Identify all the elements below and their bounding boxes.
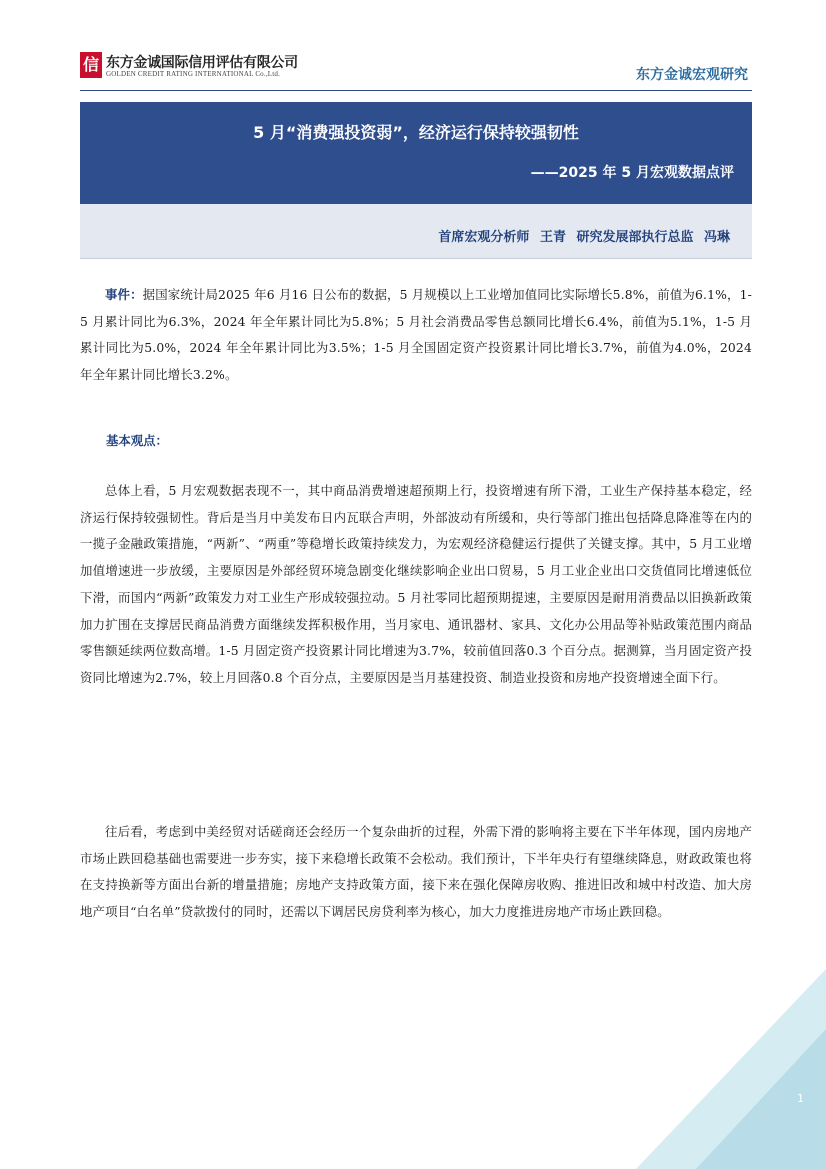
viewpoint-paragraph-2: 往后看，考虑到中美经贸对话磋商还会经历一个复杂曲折的过程，外需下滑的影响将主要在下半年体现，国内房地产市场止跌回稳基础也需要进一步夯实，接下来稳增长政策不会松动。我们预计，下半年央行有望继续降息，财政政策也将在支持换新等方面出台新的增量措施；房地产支持政策方面，接下来在强化保障房收购、推进旧改和城中村改造、加大房地产项目“白名单”贷款拨付的同时，还需以下调居民房贷利率为核心，加大力度推进房地产市场止跌回稳。	[80, 824, 752, 920]
header-divider	[80, 90, 752, 91]
company-name-cn: 东方金诚国际信用评估有限公司	[106, 55, 298, 71]
author-line: 首席宏观分析师 王青 研究发展部执行总监 冯琳	[438, 230, 730, 245]
report-subtitle: ——2025 年 5 月宏观数据点评	[530, 165, 734, 181]
event-paragraph	[80, 282, 752, 389]
corner-decoration	[636, 969, 826, 1169]
report-title: 5 月“消费强投资弱”，经济运行保持较强韧性	[253, 123, 579, 142]
event-label: 事件：	[105, 287, 143, 302]
author-banner	[80, 204, 752, 259]
event-text: 据国家统计局2025 年6 月16 日公布的数据，5 月规模以上工业增加值同比实际增长5.8%，前值为6.1%，1-5 月累计同比为6.3%，2024 年全年累计同比为5.8%；5 月社会消费品零售总额同比增长6.4%，前值为5.1%，1-5 月累计同比为5.0%，2024 年全年累计同比为3.5%；1-5 月全国固定资产投资累计同比增长3.7%，前值为4.0%，2024 年全年累计同比增长3.2%。	[80, 287, 752, 383]
title-banner	[80, 102, 752, 204]
company-logo-icon: 信	[80, 52, 102, 78]
series-label: 东方金诚宏观研究	[636, 67, 748, 83]
page-number: 1	[797, 1092, 804, 1105]
company-name-en: GOLDEN CREDIT RATING INTERNATIONAL Co.,Ltd.	[106, 70, 281, 78]
viewpoint-paragraph-1: 总体上看，5 月宏观数据表现不一，其中商品消费增速超预期上行，投资增速有所下滑，工业生产保持基本稳定，经济运行保持较强韧性。背后是当月中美发布日内瓦联合声明，外部波动有所缓和，央行等部门推出包括降息降准等在内的一揽子金融政策措施，“两新”、“两重”等稳增长政策持续发力，为宏观经济稳健运行提供了关键支撑。其中，5 月工业增加值增速进一步放缓，主要原因是外部经贸环境急剧变化继续影响企业出口贸易，5 月工业企业出口交货值同比增速低位下滑，而国内“两新”政策发力对工业生产形成较强拉动。5 月社零同比超预期提速，主要原因是耐用消费品以旧换新政策加力扩围在支撑居民商品消费方面继续发挥积极作用，当月家电、通讯器材、家具、文化办公用品等补贴政策范围内商品零售额延续两位数高增。1-5 月固定资产投资累计同比增速为3.7%，较前值回落0.3 个百分点。据测算，当月固定资产投资同比增速为2.7%，较上月回落0.8 个百分点，主要原因是当月基建投资、制造业投资和房地产投资增速全面下行。	[80, 483, 752, 685]
viewpoints-heading: 基本观点：	[106, 433, 168, 448]
page-header	[0, 0, 826, 100]
